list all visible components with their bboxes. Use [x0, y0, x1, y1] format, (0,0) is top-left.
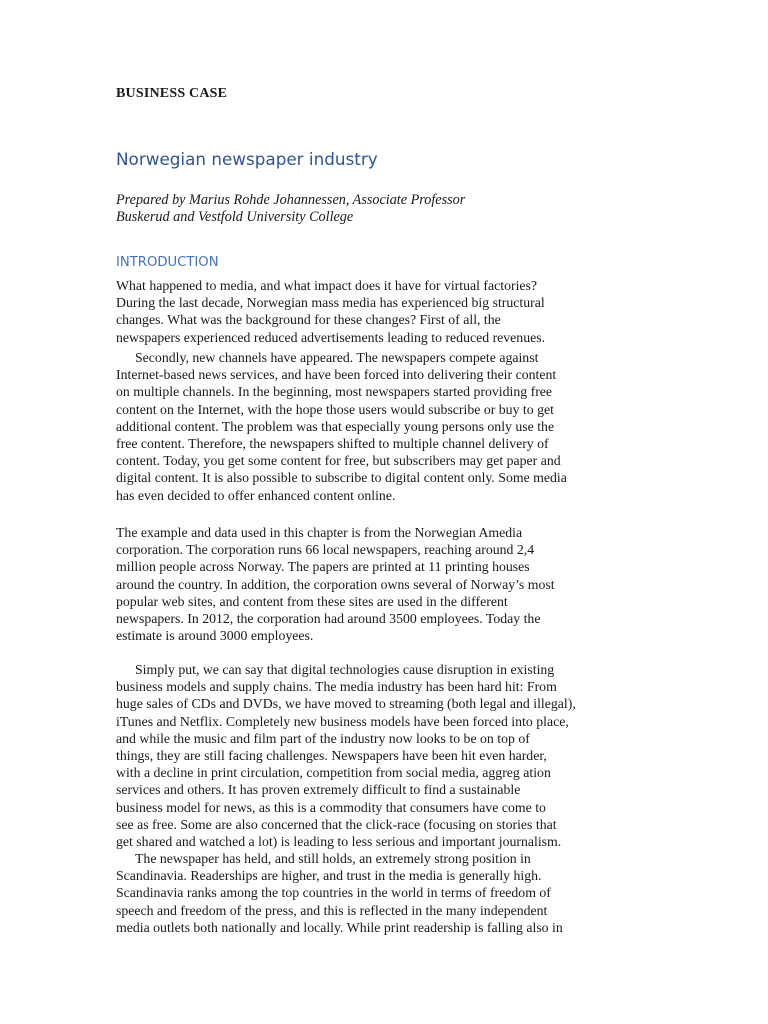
paragraph-line: free content. Therefore, the newspapers shifted to multiple channel delivery of: [116, 435, 549, 451]
paragraph-line: get shared and watched a lot) is leading to less serious and important journalism.: [116, 833, 562, 849]
document-title: Norwegian newspaper industry: [116, 149, 378, 169]
paragraph-line: business model for news, as this is a commodity that consumers have come to: [116, 799, 546, 815]
document-label: BUSINESS CASE: [116, 86, 228, 101]
paragraph-line: During the last decade, Norwegian mass media has experienced big structural: [116, 295, 545, 311]
section-heading-introduction: INTRODUCTION: [116, 255, 219, 270]
paragraph-line: iTunes and Netflix. Completely new business models have been forced into place,: [116, 713, 569, 729]
paragraph-line: corporation. The corporation runs 66 local newspapers, reaching around 2,4: [116, 542, 535, 558]
paragraph-line: What happened to media, and what impact does it have for virtual factories?: [116, 278, 538, 293]
paragraph-line: additional content. The problem was that especially young persons only use the: [116, 418, 555, 434]
paragraph-line: things, they are still facing challenges. Newspapers have been hit even harder,: [116, 747, 547, 763]
paragraph-line: content on the Internet, with the hope those users would subscribe or buy to get: [116, 401, 554, 417]
paragraph-line: speech and freedom of the press, and this is reflected in the many independent: [116, 902, 548, 918]
paragraph-line: Secondly, new channels have appeared. The newspapers compete against: [135, 350, 539, 365]
author-line: Prepared by Marius Rohde Johannessen, Associate Professor: [116, 192, 466, 208]
paragraph-line: with a decline in print circulation, competition from social media, aggreg ation: [116, 765, 551, 781]
paragraph-line: huge sales of CDs and DVDs, we have moved to streaming (both legal and illegal),: [116, 696, 576, 712]
paragraph-1: [116, 277, 656, 346]
paragraph-line: million people across Norway. The papers are printed at 11 printing houses: [116, 559, 530, 575]
paragraph-line: see as free. Some are also concerned that the click-race (focusing on stories that: [116, 816, 557, 832]
affiliation-line: Buskerud and Vestfold University College: [116, 209, 354, 226]
paragraph-line: Simply put, we can say that digital technologies cause disruption in existing: [135, 662, 555, 677]
paragraph-line: estimate is around 3000 employees.: [116, 628, 314, 644]
paragraph-line: media outlets both nationally and locally. While print readership is falling also in: [116, 919, 563, 935]
paragraph-line: changes. What was the background for these changes? First of all, the: [116, 312, 501, 328]
paragraph-line: has even decided to offer enhanced content online.: [116, 487, 396, 503]
paragraph-line: The newspaper has held, and still holds, an extremely strong position in: [135, 851, 531, 866]
paragraph-line: newspapers. In 2012, the corporation had around 3500 employees. Today the: [116, 610, 541, 626]
paragraph-line: Internet-based news services, and have been forced into delivering their content: [116, 367, 557, 383]
paragraph-line: Scandinavia. Readerships are higher, and trust in the media is generally high.: [116, 868, 542, 884]
paragraph-3: [116, 524, 656, 644]
paragraph-line: content. Today, you get some content for free, but subscribers may get paper and: [116, 453, 561, 469]
paragraph-line: and while the music and film part of the industry now looks to be on top of: [116, 730, 530, 746]
paragraph-line: around the country. In addition, the corporation owns several of Norway’s most: [116, 576, 555, 592]
paragraph-2: [116, 349, 656, 504]
paragraph-5: [116, 850, 656, 936]
paragraph-line: The example and data used in this chapter is from the Norwegian Amedia: [116, 525, 523, 540]
paragraph-line: digital content. It is also possible to subscribe to digital content only. Some media: [116, 470, 567, 486]
paragraph-line: Scandinavia ranks among the top countries in the world in terms of freedom of: [116, 885, 551, 901]
author-block: [116, 192, 465, 227]
paragraph-4: [116, 661, 656, 850]
paragraph-line: on multiple channels. In the beginning, most newspapers started providing free: [116, 384, 553, 400]
paragraph-line: business models and supply chains. The media industry has been hard hit: From: [116, 679, 557, 695]
paragraph-line: newspapers experienced reduced advertisements leading to reduced revenues.: [116, 329, 546, 345]
paragraph-line: popular web sites, and content from these sites are used in the different: [116, 593, 508, 609]
paragraph-line: services and others. It has proven extremely difficult to find a sustainable: [116, 782, 521, 798]
